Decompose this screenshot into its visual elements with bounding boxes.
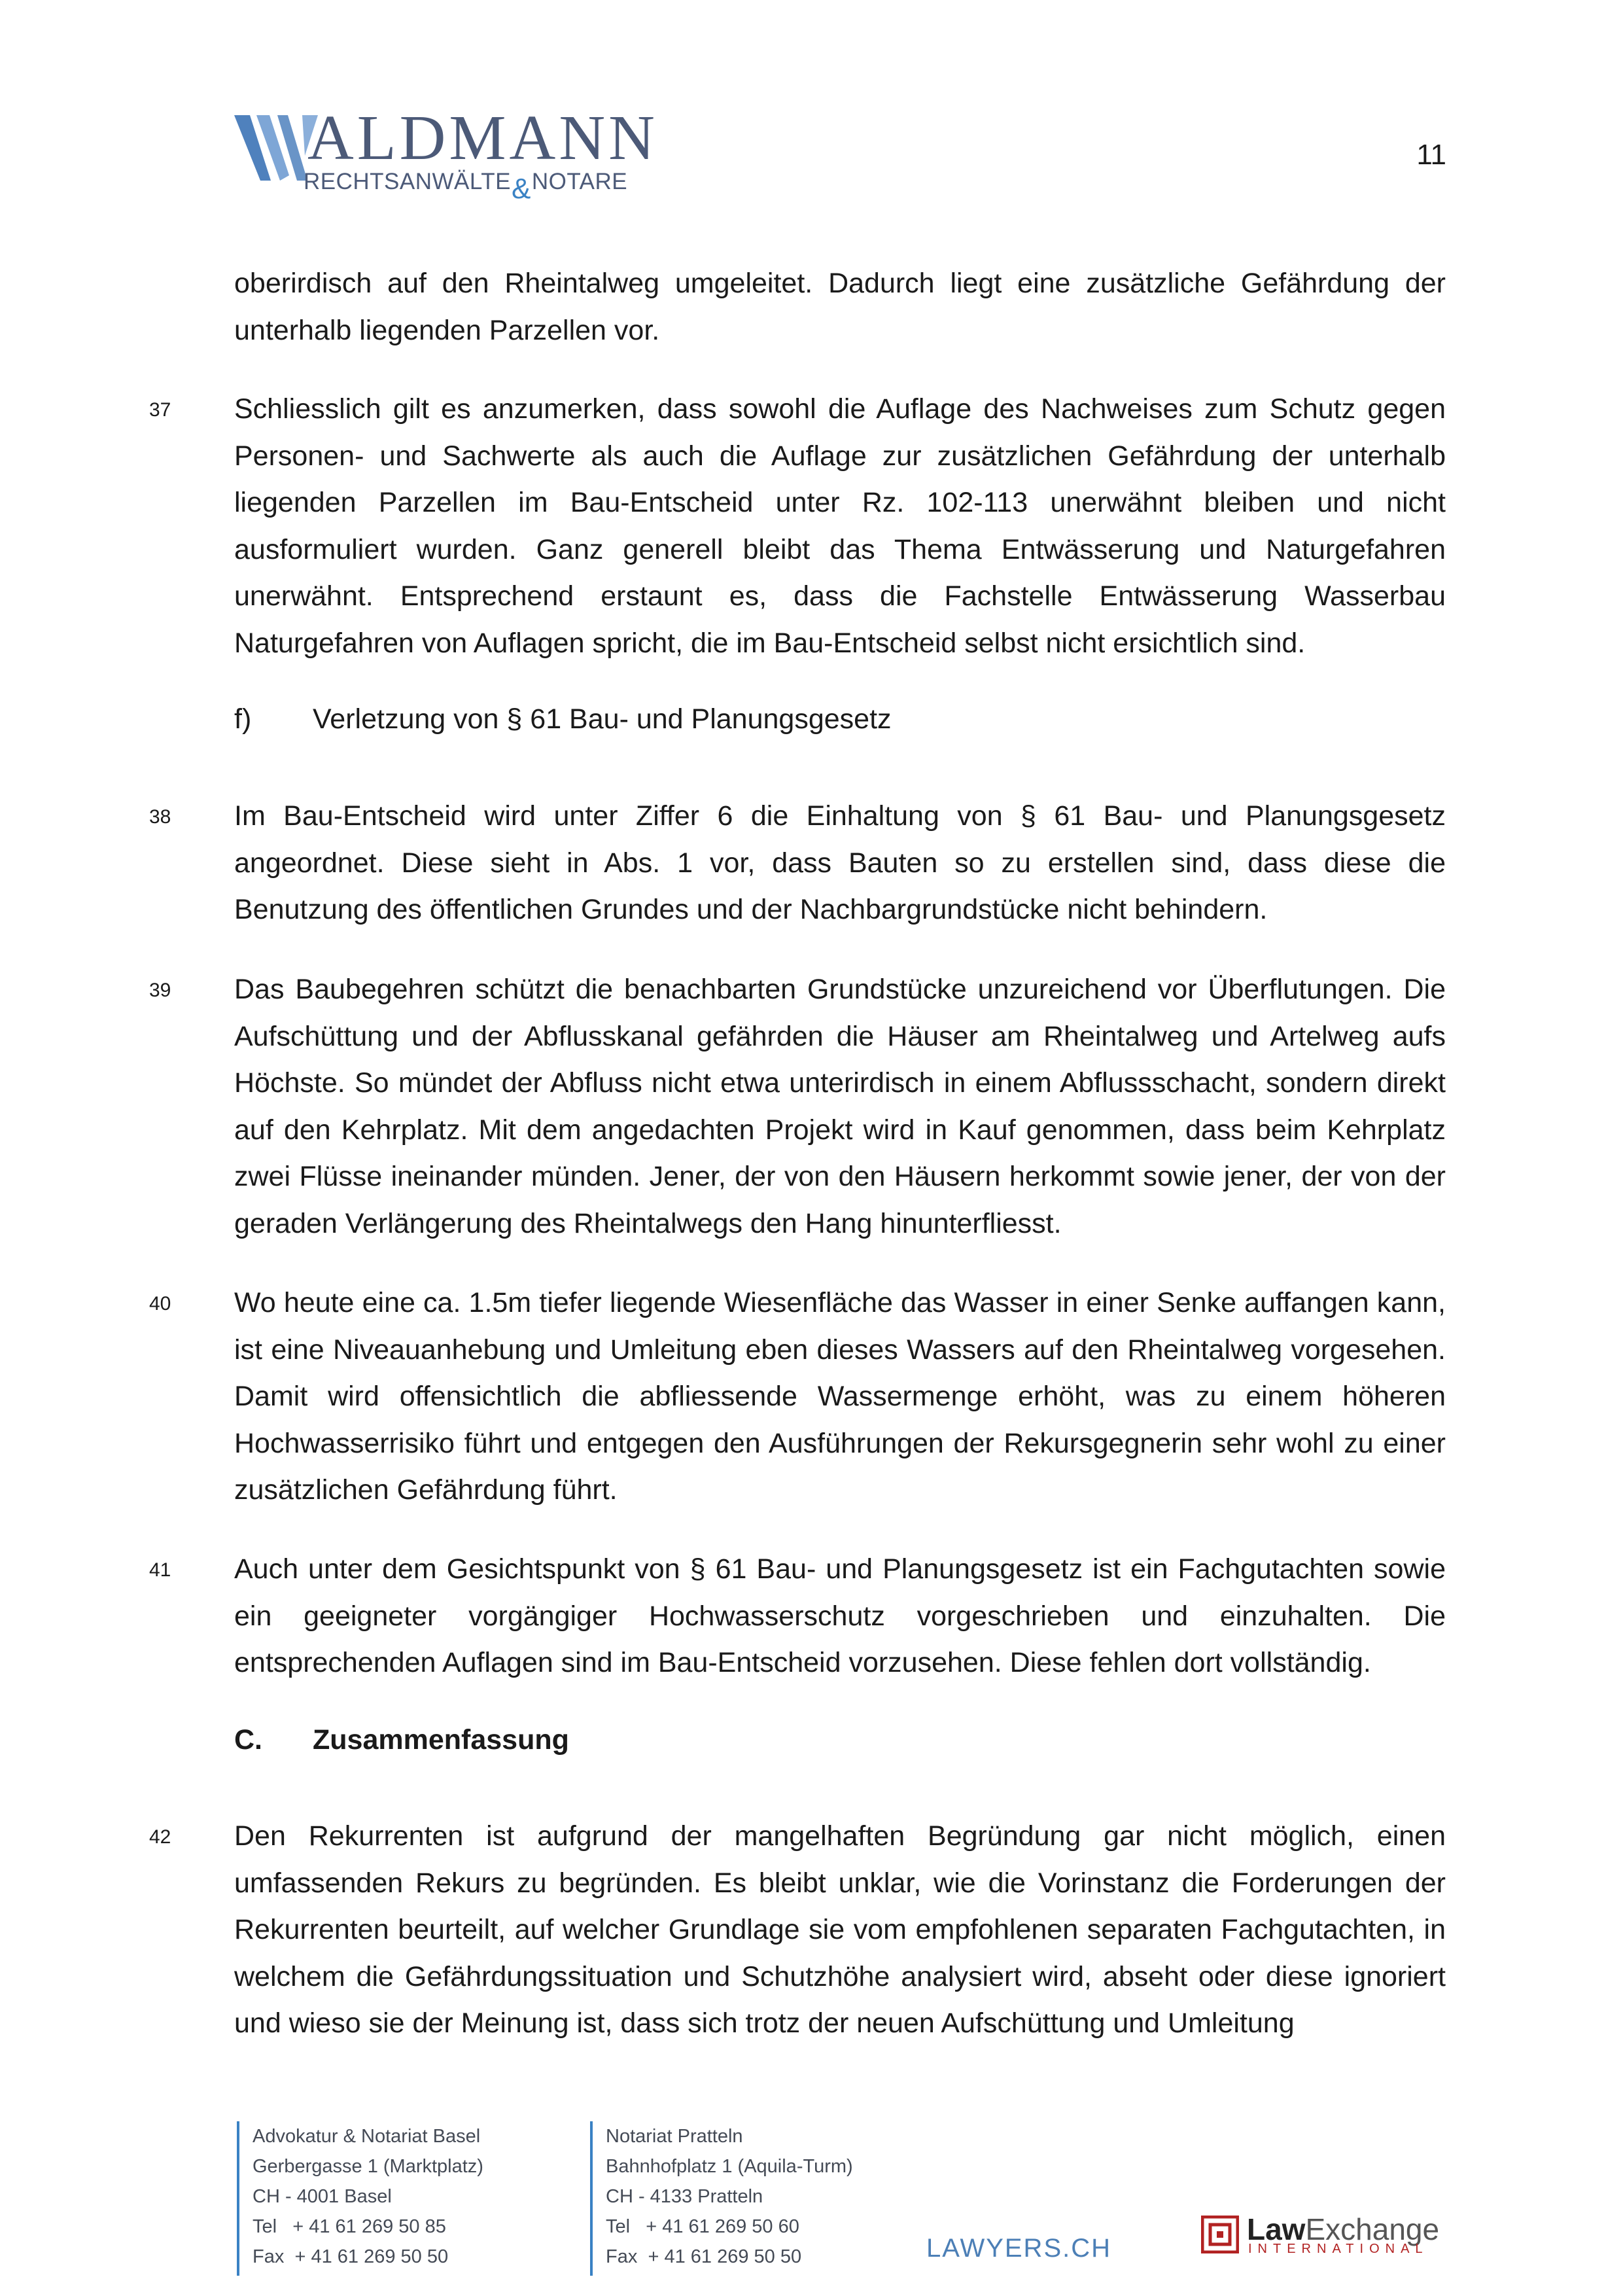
footer-pratteln-address <box>590 2121 853 2276</box>
footer-street: Bahnhofplatz 1 (Aquila-Turm) <box>606 2156 853 2177</box>
logo-subtitle: RECHTSANWÄLTE&NOTARE <box>304 169 628 205</box>
footer-city: CH - 4133 Pratteln <box>606 2186 763 2207</box>
footer-fax: Fax + 41 61 269 50 50 <box>253 2246 449 2267</box>
paragraph-37: Schliesslich gilt es anzumerken, dass sowohl die Auflage des Nachweises zum Schutz gegen Personen- und Sachwerte als auch die Auflage zur zusätzlichen Gefährdung der unterhalb liegenden Parzellen im Bau-Entscheid unter Rz. 102-113 unerwähnt bleiben und nicht ausformuliert wurden. Ganz generell bleibt das Thema Entwässerung und Naturgefahren unerwähnt. Entsprechend erstaunt es, dass die Fachstelle Entwässerung Wasserbau Naturgefahren von Auflagen spricht, die im Bau-Entscheid selbst nicht ersichtlich sind. <box>234 393 1446 659</box>
paragraph-39: Das Baubegehren schützt die benachbarten Grundstücke unzureichend vor Überflutungen. Die Aufschüttung und der Abflusskanal gefährden die Häuser am Rheintalweg und Artelweg aufs Höchste. So mündet der Abfluss nicht etwa unterirdisch in einem Abflussschacht, sondern direkt auf den Kehrplatz. Mit dem angedachten Projekt wird in Kauf genommen, dass beim Kehrplatz zwei Flüsse ineinander münden. Jener, der von den Häusern herkommt sowie jener, der von der geraden Verlängerung des Rheintalwegs den Hang hinunterfliesst. <box>234 974 1446 1239</box>
footer-fax: Fax + 41 61 269 50 50 <box>606 2246 802 2267</box>
lawexchange-logo <box>1201 2213 1450 2260</box>
lawexchange-name: LawExchange <box>1247 2212 1440 2246</box>
margin-number-42: 42 <box>149 1826 171 1848</box>
section-heading-f: f) Verletzung von § 61 Bau- und Planungsgesetz <box>234 703 892 735</box>
footer-phone: Tel + 41 61 269 50 85 <box>253 2216 446 2237</box>
logo-name: ALDMANN <box>307 103 658 173</box>
footer-office-name: Advokatur & Notariat Basel <box>253 2126 481 2147</box>
lawexchange-subtitle: INTERNATIONAL <box>1248 2242 1429 2256</box>
footer-basel-address <box>237 2121 483 2276</box>
lawyers-ch-logo: LAWYERS.CH <box>926 2234 1112 2263</box>
margin-number-37: 37 <box>149 399 171 421</box>
margin-number-38: 38 <box>149 806 171 828</box>
paragraph-41: Auch unter dem Gesichtspunkt von § 61 Bau- und Planungsgesetz ist ein Fachgutachten sowie ein geeigneter vorgängiger Hochwasserschutz vorgeschrieben und einzuhalten. Die entsprechenden Auflagen sind im Bau-Entscheid vorzusehen. Diese fehlen dort vollständig. <box>234 1553 1446 1678</box>
paragraph-40: Wo heute eine ca. 1.5m tiefer liegende Wiesenfläche das Wasser in einer Senke auffangen kann, ist eine Niveauanhebung und Umleitung eben dieses Wassers auf den Rheintalweg vorgesehen. Damit wird offensichtlich die abfliessende Wassermenge erhöht, was zu einem höheren Hochwasserrisiko führt und entgegen den Ausführungen der Rekursgegnerin sehr wohl zu einer zusätzlichen Gefährdung führt. <box>234 1287 1446 1506</box>
firm-logo <box>234 103 658 208</box>
margin-number-41: 41 <box>149 1559 171 1581</box>
section-heading-c: C. Zusammenfassung <box>234 1724 569 1756</box>
margin-number-39: 39 <box>149 980 171 1001</box>
footer-office-name: Notariat Pratteln <box>606 2126 743 2147</box>
paragraph-38: Im Bau-Entscheid wird unter Ziffer 6 die Einhaltung von § 61 Bau- und Planungsgesetz angeordnet. Diese sieht in Abs. 1 vor, dass Bauten so zu erstellen sind, dass diese die Benutzung des öffentlichen Grundes und der Nachbargrundstücke nicht behindern. <box>234 800 1446 925</box>
footer-city: CH - 4001 Basel <box>253 2186 392 2207</box>
paragraph-42: Den Rekurrenten ist aufgrund der mangelhaften Begründung gar nicht möglich, einen umfassenden Rekurs zu begründen. Es bleibt unklar, wie die Vorinstanz die Forderungen der Rekurrenten beurteilt, auf welcher Grundlage sie vom empfohlenen separaten Fachgutachten, in welchem die Gefährdungssituation und Schutzhöhe analysiert wird, abseht oder diese ignoriert und wieso sie der Meinung ist, dass sich trotz der neuen Aufschüttung und Umleitung <box>234 1820 1446 2039</box>
lawexchange-mark-icon <box>1201 2216 1239 2253</box>
margin-number-40: 40 <box>149 1293 171 1315</box>
footer-street: Gerbergasse 1 (Marktplatz) <box>253 2156 483 2177</box>
footer-phone: Tel + 41 61 269 50 60 <box>606 2216 799 2237</box>
page-number: 11 <box>1416 139 1446 171</box>
paragraph-continued: oberirdisch auf den Rheintalweg umgeleitet. Dadurch liegt eine zusätzliche Gefährdung der unterhalb liegenden Parzellen vor. <box>234 268 1446 346</box>
